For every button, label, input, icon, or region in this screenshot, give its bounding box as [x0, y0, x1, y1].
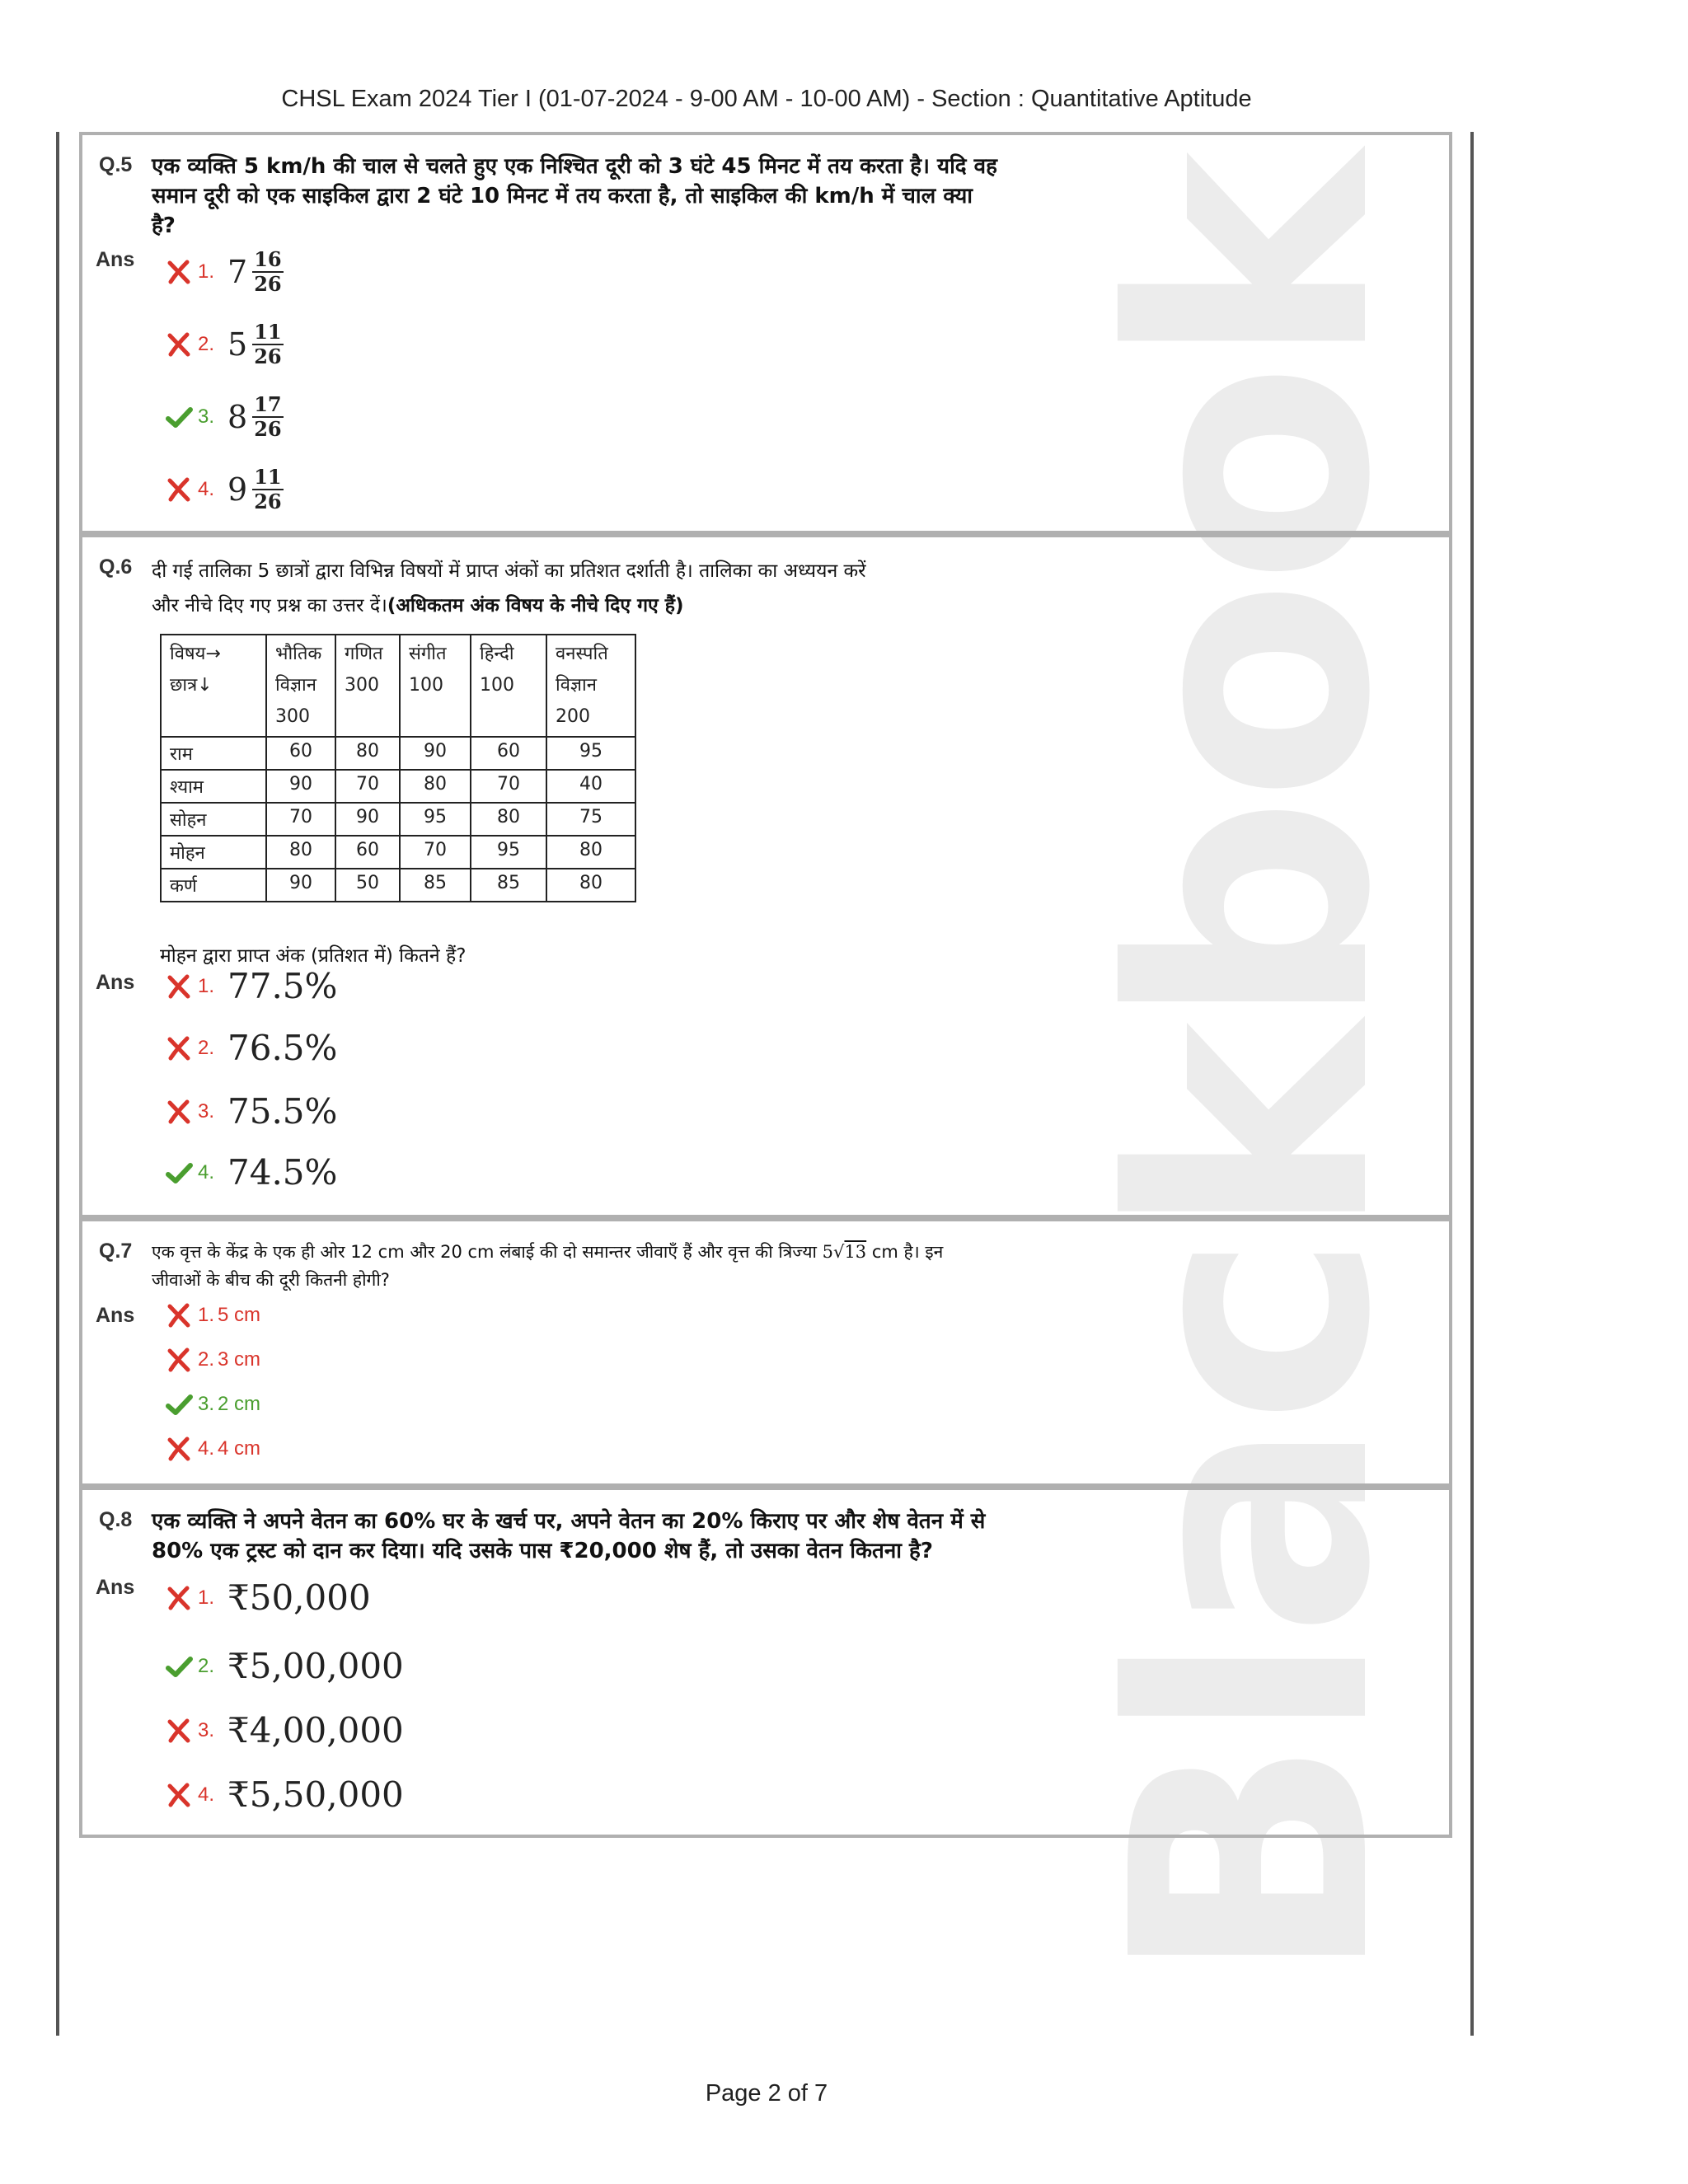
student-name: श्याम	[161, 770, 266, 803]
table-cell: 95	[400, 803, 471, 836]
option-value: 75.5%	[227, 1091, 338, 1132]
table-cell: 95	[546, 737, 635, 770]
table-cell: 90	[266, 770, 335, 803]
table-cell: 60	[266, 737, 335, 770]
table-row	[161, 770, 635, 803]
table-cell: 85	[400, 869, 471, 902]
whole-part: 5	[227, 326, 248, 363]
table-cell: 85	[471, 869, 546, 902]
page-footer: Page 2 of 7	[705, 2080, 828, 2107]
table-row	[161, 869, 635, 902]
wrong-cross-icon	[165, 330, 193, 359]
wrong-cross-icon	[165, 1098, 193, 1126]
correct-check-icon	[165, 1390, 193, 1418]
option-number: 1.	[198, 1304, 215, 1326]
option-number: 1.	[198, 1586, 215, 1609]
whole-part: 7	[227, 254, 248, 290]
option-number: 4.	[198, 1783, 215, 1806]
wrong-cross-icon	[165, 1301, 193, 1329]
wrong-cross-icon	[165, 1034, 193, 1062]
question-text: एक वृत्त के केंद्र के एक ही ओर 12 cm और 20 cm लंबाई की दो समान्तर जीवाएँ हैं और वृत्त की त्रिज्या 5√13 cm है। इन जीवाओं के बीच की दूरी कितनी होगी?	[152, 1242, 944, 1290]
option-number: 2.	[198, 1654, 215, 1677]
option-3	[165, 393, 284, 441]
question-number: Q.5	[99, 153, 133, 176]
option-number: 3.	[198, 405, 215, 428]
option-value: 3 cm	[218, 1348, 261, 1371]
numerator: 16	[254, 247, 282, 271]
option-number: 4.	[198, 1160, 215, 1183]
option-number: 2.	[198, 333, 215, 355]
table-cell: 90	[266, 869, 335, 902]
whole-part: 8	[227, 399, 248, 435]
option-number: 3.	[198, 1393, 215, 1415]
option-value: 4 cm	[218, 1437, 261, 1460]
wrong-cross-icon	[165, 972, 193, 1001]
correct-check-icon	[165, 403, 193, 431]
table-cell: 90	[335, 803, 400, 836]
option-2	[165, 1346, 260, 1374]
table-cell: 70	[335, 770, 400, 803]
page-header: CHSL Exam 2024 Tier I (01-07-2024 - 9-00 AM - 10-00 AM) - Section : Quantitative Aptitude	[281, 86, 1252, 112]
left-margin-line	[56, 132, 59, 2036]
wrong-cross-icon	[165, 1346, 193, 1374]
option-4	[165, 466, 284, 513]
option-number: 4.	[198, 1437, 215, 1460]
wrong-cross-icon	[165, 258, 193, 286]
question-number: Q.7	[99, 1240, 133, 1263]
watermark: Blackbook	[1063, 157, 1442, 1985]
table-cell: 80	[546, 836, 635, 869]
table-cell: 90	[400, 737, 471, 770]
table-question: मोहन द्वारा प्राप्त अंक (प्रतिशत में) कितने हैं?	[160, 945, 467, 967]
option-value: 5 cm	[218, 1304, 261, 1326]
ans-label: Ans	[96, 248, 135, 271]
option-1	[165, 1577, 371, 1618]
option-value: 77.5%	[227, 966, 338, 1006]
student-name: सोहन	[161, 803, 266, 836]
option-number: 2.	[198, 1348, 215, 1371]
option-3	[165, 1390, 260, 1418]
ans-label: Ans	[96, 1304, 135, 1327]
correct-check-icon	[165, 1159, 193, 1187]
question-5-box	[79, 132, 1452, 534]
option-value: ₹50,000	[227, 1577, 371, 1618]
table-cell: 95	[471, 836, 546, 869]
table-cell: 60	[471, 737, 546, 770]
option-1	[165, 1301, 260, 1329]
question-text: एक व्यक्ति ने अपने वेतन का 60% घर के खर्च पर, अपने वेतन का 20% किराए पर और शेष वेतन में से 80% एक ट्रस्ट को दान कर दिया। यदि उसके पास ₹20,000 शेष हैं, तो उसका वेतन कितना है?	[152, 1509, 986, 1563]
right-margin-line	[1470, 132, 1474, 2036]
wrong-cross-icon	[165, 476, 193, 504]
student-name: राम	[161, 737, 266, 770]
table-cell: 75	[546, 803, 635, 836]
option-2	[165, 1028, 337, 1068]
table-cell: 70	[400, 836, 471, 869]
option-1	[165, 248, 284, 296]
denominator: 26	[254, 490, 282, 513]
correct-check-icon	[165, 1652, 193, 1680]
ans-label: Ans	[96, 1576, 135, 1599]
option-number: 4.	[198, 478, 215, 500]
table-row	[161, 803, 635, 836]
option-3	[165, 1091, 337, 1132]
option-2	[165, 1646, 404, 1686]
wrong-cross-icon	[165, 1435, 193, 1463]
table-cell: 70	[471, 770, 546, 803]
whole-part: 9	[227, 471, 248, 508]
option-number: 2.	[198, 1036, 215, 1059]
option-number: 1.	[198, 974, 215, 997]
option-number: 3.	[198, 1099, 215, 1122]
option-4	[165, 1774, 404, 1815]
option-2	[165, 321, 284, 368]
fraction	[252, 248, 283, 296]
option-value: ₹5,00,000	[227, 1646, 404, 1686]
option-value	[227, 393, 284, 441]
option-value	[227, 321, 284, 368]
option-4	[165, 1152, 337, 1193]
marks-table: विषय→ छात्र↓ भौतिक विज्ञान 300 गणित 300 संगीत 100 हिन्दी 100 वनस्पति विज्ञान 200 राम 60 80 90 60 95 श्याम 90 70 80 70 40 सोहन 70 90 95 80 75 मोहन 80 60 70 95 80 कर्ण 90 50 85 85 80	[160, 634, 636, 902]
table-cell: 80	[546, 869, 635, 902]
question-text: एक व्यक्ति 5 km/h की चाल से चलते हुए एक निश्चित दूरी को 3 घंटे 45 मिनट में तय करता है। यदि वह समान दूरी को एक साइकिल द्वारा 2 घंटे 10 मिनट में तय करता है, तो साइकिल की km/h में चाल क्या है?	[152, 154, 997, 238]
option-number: 1.	[198, 260, 215, 283]
numerator: 11	[254, 465, 282, 489]
denominator: 26	[254, 344, 282, 368]
table-row	[161, 737, 635, 770]
wrong-cross-icon	[165, 1584, 193, 1612]
question-number: Q.6	[99, 555, 133, 579]
option-value: 74.5%	[227, 1152, 338, 1193]
ans-label: Ans	[96, 971, 135, 994]
denominator: 26	[254, 272, 282, 296]
option-value	[227, 248, 284, 296]
table-cell: 70	[266, 803, 335, 836]
table-cell: 80	[335, 737, 400, 770]
option-value	[227, 466, 284, 513]
question-7-box	[79, 1218, 1452, 1487]
table-cell: 80	[400, 770, 471, 803]
option-number: 3.	[198, 1718, 215, 1741]
option-value: ₹4,00,000	[227, 1710, 404, 1750]
table-cell: 60	[335, 836, 400, 869]
question-6-box	[79, 534, 1452, 1218]
fraction	[252, 466, 283, 513]
option-value: 76.5%	[227, 1028, 338, 1068]
wrong-cross-icon	[165, 1781, 193, 1809]
numerator: 11	[254, 320, 282, 344]
fraction	[252, 393, 283, 441]
option-value: ₹5,50,000	[227, 1774, 404, 1815]
numerator: 17	[254, 392, 282, 416]
option-value: 2 cm	[218, 1393, 261, 1415]
table-cell: 80	[471, 803, 546, 836]
option-3	[165, 1710, 404, 1750]
table-cell: 50	[335, 869, 400, 902]
wrong-cross-icon	[165, 1717, 193, 1745]
table-row	[161, 836, 635, 869]
option-1	[165, 966, 337, 1006]
question-8-box	[79, 1487, 1452, 1838]
fraction	[252, 321, 283, 368]
question-number: Q.8	[99, 1508, 133, 1531]
option-4	[165, 1435, 260, 1463]
table-cell: 80	[266, 836, 335, 869]
table-cell: 40	[546, 770, 635, 803]
question-text: दी गई तालिका 5 छात्रों द्वारा विभिन्न विषयों में प्राप्त अंकों का प्रतिशत दर्शाती है। तालिका का अध्ययन करें और नीचे दिए गए प्रश्न का उत्तर दें।(अधिकतम अंक विषय के नीचे दिए गए हैं)	[152, 560, 866, 616]
student-name: कर्ण	[161, 869, 266, 902]
student-name: मोहन	[161, 836, 266, 869]
denominator: 26	[254, 417, 282, 441]
